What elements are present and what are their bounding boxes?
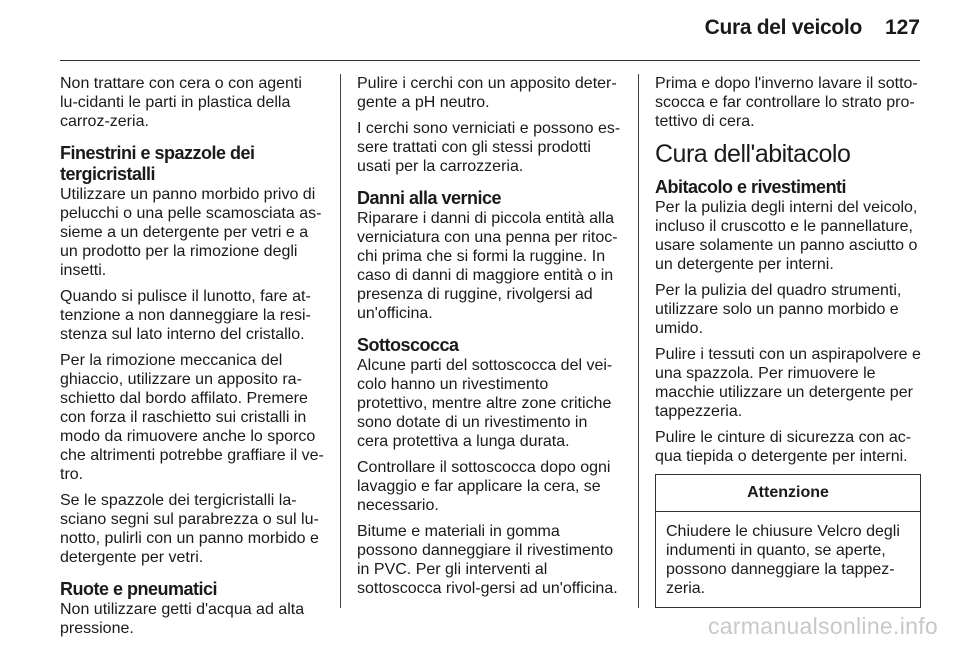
paragraph: Pulire i tessuti con un aspirapolvere e una spazzola. Per rimuovere le macchie utilizzare un detergente per tappezzeria. bbox=[655, 346, 921, 420]
paragraph: Controllare il sottoscocca dopo ogni lavaggio e far applicare la cera, se necessario. bbox=[357, 459, 611, 514]
paragraph: Utilizzare un panno morbido privo di pelucchi o una pelle scamosciata as-sieme a un detergente per vetri e a un prodotto per la rimozione degli insetti. bbox=[60, 186, 322, 279]
page-header bbox=[0, 0, 960, 62]
attention-box bbox=[655, 474, 921, 608]
paragraph: Bitume e materiali in gomma possono danneggiare il rivestimento in PVC. Per gli interventi al sottoscocca rivol-gersi ad un'officina. bbox=[357, 523, 618, 597]
column-3 bbox=[655, 74, 921, 608]
column-1 bbox=[60, 74, 324, 645]
paragraph: Per la pulizia del quadro strumenti, utilizzare solo un panno morbido e umido. bbox=[655, 282, 902, 337]
heading-paint-damage: Danni alla vernice bbox=[357, 188, 502, 208]
heading-windows-wipers: Finestrini e spazzole dei tergicristalli bbox=[60, 143, 255, 184]
paragraph: Per la pulizia degli interni del veicolo, incluso il cruscotto e le pannellature, usare solamente un panno asciutto o un detergente per interni. bbox=[655, 199, 918, 273]
column-divider bbox=[340, 74, 341, 608]
paragraph: Riparare i danni di piccola entità alla verniciatura con una penna per ritoc-chi prima che si formi la ruggine. In caso di danni di maggiore entità o in presenza di ruggine, rivolgersi ad un'officina. bbox=[357, 210, 618, 322]
column-divider bbox=[638, 74, 639, 608]
heading-interior-care: Cura dell'abitacolo bbox=[655, 140, 851, 168]
heading-wheels-tyres: Ruote e pneumatici bbox=[60, 579, 218, 599]
page-number: 127 bbox=[884, 16, 920, 39]
paragraph: Se le spazzole dei tergicristalli la-sciano segni sul parabrezza o sul lu-notto, pulirli con un panno morbido e detergente per vetri. bbox=[60, 492, 319, 566]
paragraph: Non utilizzare getti d'acqua ad alta pressione. bbox=[60, 601, 305, 637]
header-rule bbox=[60, 60, 920, 61]
paragraph: Prima e dopo l'inverno lavare il sotto-scocca e far controllare lo strato pro-tettivo di cera. bbox=[655, 75, 918, 130]
column-2 bbox=[357, 74, 621, 605]
attention-title: Attenzione bbox=[656, 475, 920, 512]
heading-underbody: Sottoscocca bbox=[357, 335, 459, 355]
attention-text: Chiudere le chiusure Velcro degli indumenti in quanto, se aperte, possono danneggiare la tappez-zeria. bbox=[666, 523, 900, 597]
paragraph: Pulire i cerchi con un apposito deter-gente a pH neutro. bbox=[357, 75, 617, 111]
paragraph: Per la rimozione meccanica del ghiaccio, utilizzare un apposito ra-schietto dal bordo affilato. Premere con forza il raschietto sui cristalli in modo da rimuovere anche lo sporco che altrimenti potrebbe graffiare il ve-tro. bbox=[60, 352, 324, 483]
paragraph: Pulire le cinture di sicurezza con ac-qua tiepida o detergente per interni. bbox=[655, 429, 912, 465]
paragraph: Alcune parti del sottoscocca del vei-colo hanno un rivestimento protettivo, mentre altre zone critiche sono dotate di un rivestimento in cera protettiva a lunga durata. bbox=[357, 357, 613, 450]
heading-interior-trim: Abitacolo e rivestimenti bbox=[655, 177, 847, 197]
watermark-link[interactable]: carmanualsonline.info bbox=[707, 613, 938, 639]
section-title: Cura del veicolo bbox=[704, 16, 862, 39]
paragraph: Non trattare con cera o con agenti lu-cidanti le parti in plastica della carroz-zeria. bbox=[60, 75, 302, 130]
paragraph: Quando si pulisce il lunotto, fare at-tenzione a non danneggiare la resi-stenza sul lato interno del cristallo. bbox=[60, 288, 311, 343]
paragraph: I cerchi sono verniciati e possono es-sere trattati con gli stessi prodotti usati per la carrozzeria. bbox=[357, 120, 621, 175]
